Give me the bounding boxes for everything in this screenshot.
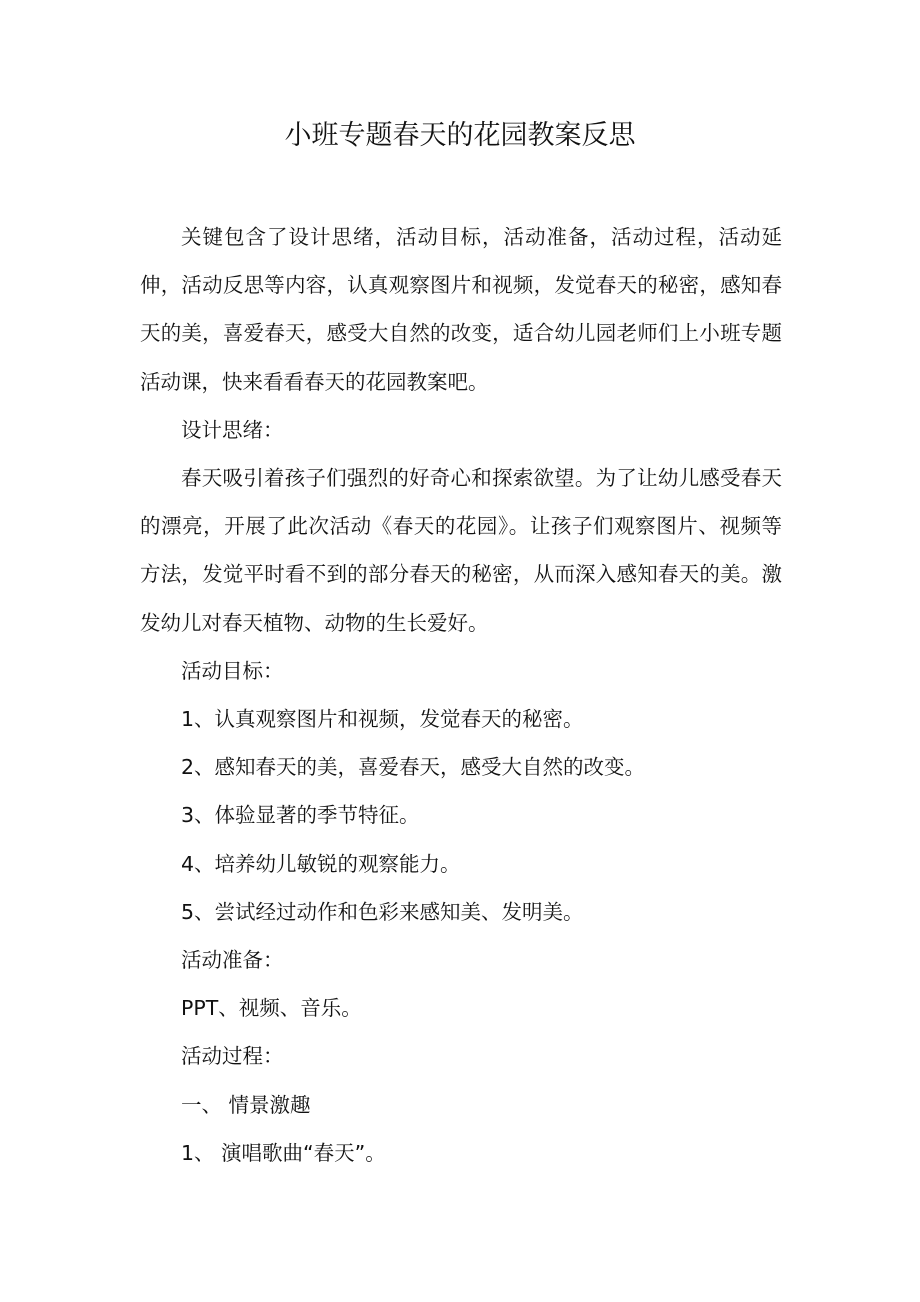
document-title: 小班专题春天的花园教案反思	[284, 120, 636, 151]
goal-item-4: 4、培养幼儿敏锐的观察能力。	[181, 851, 461, 876]
intro-paragraph: 关键包含了设计思绪，活动目标，活动准备，活动过程，活动延伸，活动反思等内容，认真观察图片和视频，发觉春天的秘密，感知春天的美，喜爱春天，感受大自然的改变，适合幼儿园老师们上小班专题活动课，快来看看春天的花园教案吧。	[140, 225, 782, 394]
preparation-heading: 活动准备：	[181, 948, 284, 973]
process-substep-1: 1、 演唱歌曲“春天”。	[181, 1140, 386, 1165]
goals-heading: 活动目标：	[181, 658, 284, 683]
preparation-item: PPT、视频、音乐。	[181, 996, 362, 1021]
design-paragraph: 春天吸引着孩子们强烈的好奇心和探索欲望。为了让幼儿感受春天的漂亮，开展了此次活动《春天的花园》。让孩子们观察图片、视频等方法，发觉平时看不到的部分春天的秘密，从而深入感知春天的美。激发幼儿对春天植物、动物的生长爱好。	[140, 466, 782, 635]
goal-item-3: 3、体验显著的季节特征。	[181, 803, 420, 828]
process-step-1: 一、 情景激趣	[181, 1092, 311, 1117]
process-heading: 活动过程：	[181, 1044, 284, 1069]
document-body	[140, 213, 782, 1177]
goal-item-5: 5、尝试经过动作和色彩来感知美、发明美。	[181, 899, 584, 924]
design-heading: 设计思绪：	[181, 417, 284, 442]
goal-item-2: 2、感知春天的美，喜爱春天，感受大自然的改变。	[181, 755, 646, 780]
goal-item-1: 1、认真观察图片和视频，发觉春天的秘密。	[181, 707, 584, 732]
